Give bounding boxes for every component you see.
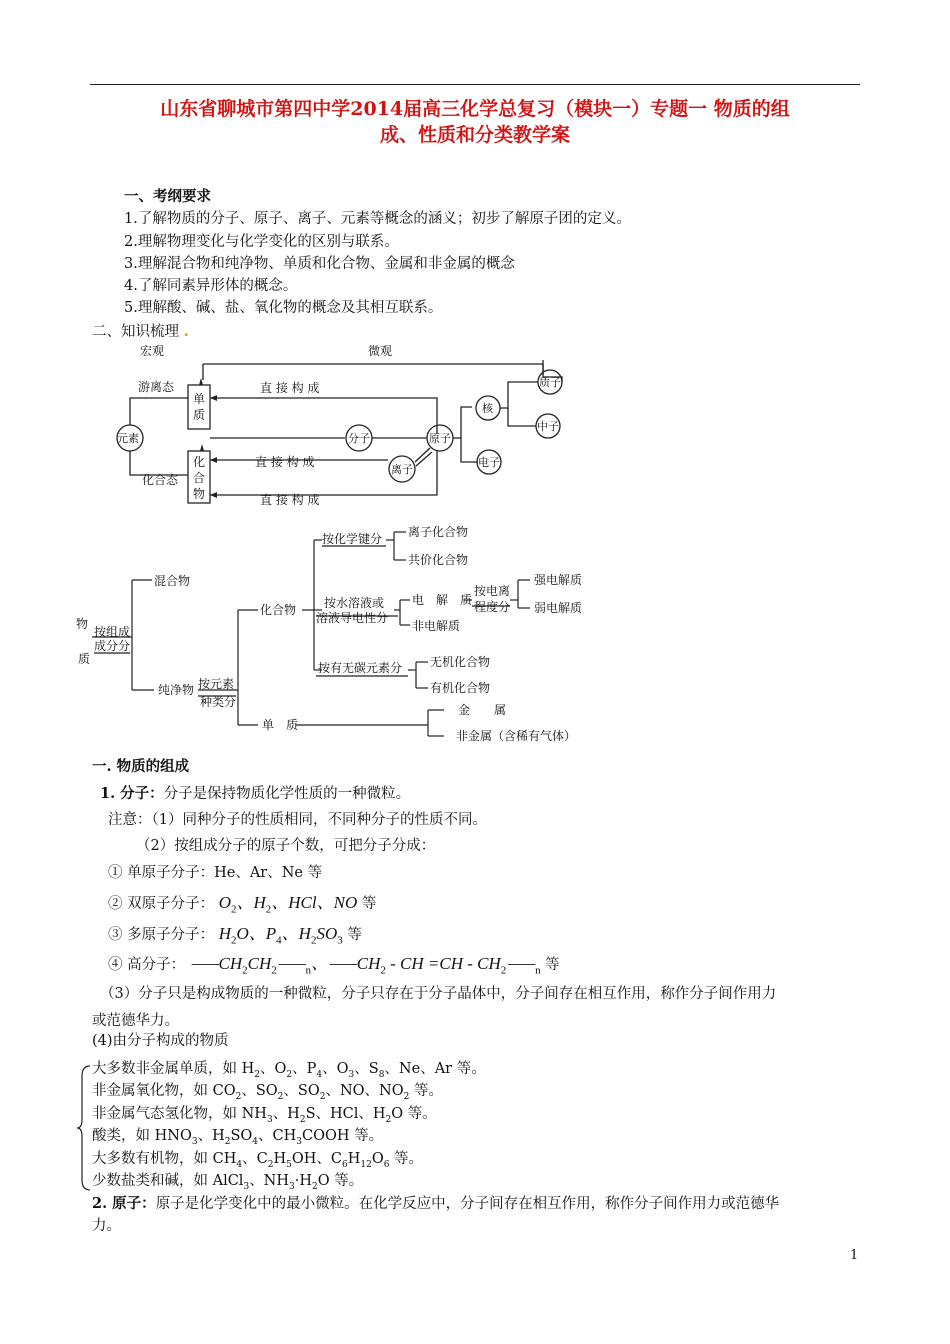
node-mixture: 混合物 bbox=[154, 574, 191, 588]
node-compound-3: 物 bbox=[193, 487, 206, 501]
label-by-composition-2: 成分分 bbox=[94, 639, 131, 653]
node-proton: 质子 bbox=[539, 376, 561, 389]
node-organic: 有机化合物 bbox=[430, 681, 491, 695]
label-by-carbon: 按有无碳元素分 bbox=[318, 661, 403, 675]
note-4: (4)由分子构成的物质 bbox=[92, 1033, 229, 1049]
label-free-state: 游离态 bbox=[138, 380, 175, 394]
poly-atomic: ③ 多原子分子： $H_2O$、$P_4$、$H_2SO_3$ 等 bbox=[108, 924, 362, 947]
particle-diagram bbox=[100, 340, 580, 515]
molecule-def-text: 分子是保持物质化学性质的一种微粒。 bbox=[163, 786, 411, 802]
node-simple-1: 单 bbox=[193, 392, 206, 406]
part1-heading: 一. 物质的组成 bbox=[92, 758, 190, 775]
node-compound-2: 合 bbox=[193, 471, 206, 485]
node-neutron: 中子 bbox=[537, 420, 559, 433]
di-atomic: ② 双原子分子： $O_2$、$H_2$、HCl、NO 等 bbox=[108, 893, 377, 916]
label-by-bond: 按化学键分 bbox=[322, 532, 383, 546]
poly-atomic-label: ③ 多原子分子： bbox=[108, 927, 215, 943]
list-acids: 酸类，如 $HNO_3$、$H_2SO_4$、$CH_3COOH$ 等。 bbox=[92, 1128, 384, 1147]
atom-line-2: 力。 bbox=[92, 1218, 121, 1234]
req-item-1: 1.了解物质的分子、原子、离子、元素等概念的涵义；初步了解原子团的定义。 bbox=[124, 211, 631, 227]
classification-diagram bbox=[74, 520, 614, 750]
section2-heading-text: 二、知识梳理 bbox=[92, 324, 179, 340]
top-rule bbox=[90, 84, 860, 85]
polymer: ④ 高分子： $⸺CH_2CH_2⸺_n$、$⸺CH_2$ - CH $=CH - CH_2⸺_n$ 等 bbox=[108, 954, 560, 977]
node-nucleus: 核 bbox=[482, 402, 493, 415]
molecule-definition bbox=[100, 784, 410, 804]
node-weak: 弱电解质 bbox=[534, 601, 583, 615]
poly-atomic-etc: 等 bbox=[347, 927, 362, 943]
label-by-composition-1: 按组成 bbox=[94, 625, 131, 639]
node-nonmetal: 非金属（含稀有气体） bbox=[456, 729, 577, 743]
atom-definition bbox=[92, 1194, 779, 1214]
req-item-4: 4.了解同素异形体的概念。 bbox=[124, 278, 298, 294]
node-metal: 金 属 bbox=[458, 703, 507, 717]
node-ionic: 离子化合物 bbox=[408, 525, 469, 539]
node-molecule: 分子 bbox=[348, 432, 370, 445]
title-line-1: 山东省聊城市第四中学2014届高三化学总复习（模块一）专题一 物质的组 bbox=[160, 98, 790, 120]
label-direct-1: 直 接 构 成 bbox=[260, 381, 320, 395]
yellow-dot: . bbox=[183, 323, 189, 340]
list-nonmetal-elements: 大多数非金属单质，如 $H_2$、$O_2$、$P_4$、$O_3$、$S_8$、Ne、Ar 等。 bbox=[92, 1061, 486, 1080]
node-simple: 单 质 bbox=[262, 718, 299, 732]
label-macro: 宏观 bbox=[140, 344, 165, 358]
list-organics: 大多数有机物，如 $CH_4$、$C_2H_5OH$、$C_6H_{12}O_6$ 等。 bbox=[92, 1151, 424, 1170]
node-matter-2: 质 bbox=[78, 652, 91, 666]
note-3-line-1: （3）分子只是构成物质的一种微粒，分子只存在于分子晶体中，分子间存在相互作用，称作分子间作用力 bbox=[100, 986, 777, 1002]
section2-heading bbox=[92, 322, 189, 342]
node-atom: 原子 bbox=[429, 432, 451, 445]
title-line-2: 成、性质和分类教学案 bbox=[379, 124, 570, 146]
node-strong: 强电解质 bbox=[534, 573, 583, 587]
node-pure: 纯净物 bbox=[158, 683, 195, 697]
brace-icon bbox=[76, 1064, 92, 1192]
node-covalent: 共价化合物 bbox=[408, 553, 469, 567]
label-by-ionization-2: 程度分 bbox=[474, 600, 511, 614]
label-combined-state: 化合态 bbox=[142, 473, 179, 487]
req-item-3: 3.理解混合物和纯净物、单质和化合物、金属和非金属的概念 bbox=[124, 256, 515, 272]
node-compound: 化合物 bbox=[260, 603, 297, 617]
note-2: （2）按组成分子的原子个数，可把分子分成： bbox=[136, 838, 436, 854]
label-direct-3: 直 接 构 成 bbox=[260, 493, 320, 507]
node-element: 元素 bbox=[117, 432, 139, 445]
di-atomic-label: ② 双原子分子： bbox=[108, 896, 215, 912]
list-hydrides: 非金属气态氢化物，如 $NH_3$、$H_2S$、HCl、$H_2O$ 等。 bbox=[92, 1106, 437, 1125]
node-electron: 电子 bbox=[478, 456, 500, 469]
di-atomic-etc: 等 bbox=[361, 896, 377, 912]
section1-heading: 一、考纲要求 bbox=[124, 188, 211, 205]
node-electrolyte: 电 解 质 bbox=[412, 593, 473, 607]
list-nonmetal-oxides: 非金属氧化物，如 $CO_2$、$SO_2$、$SO_2$、NO、$NO_2$ 等。 bbox=[92, 1083, 443, 1102]
node-matter-1: 物 bbox=[76, 617, 89, 631]
node-inorganic: 无机化合物 bbox=[430, 655, 491, 669]
polymer-label: ④ 高分子： bbox=[108, 957, 186, 973]
node-nonelectrolyte: 非电解质 bbox=[412, 619, 461, 633]
node-compound-1: 化 bbox=[193, 455, 206, 469]
label-by-element-2: 种类分 bbox=[200, 695, 237, 709]
polymer-etc: 等 bbox=[545, 957, 560, 973]
label-by-element-1: 按元素 bbox=[198, 677, 235, 691]
label-by-ionization-1: 按电离 bbox=[474, 584, 511, 598]
molecule-label: 1. 分子： bbox=[100, 785, 164, 802]
note-3-line-2: 或范德华力。 bbox=[92, 1013, 179, 1029]
document-title bbox=[100, 96, 850, 148]
list-salts-bases: 少数盐类和碱，如 AlCl$_3$、$NH_3\cdot H_2O$ 等。 bbox=[92, 1173, 364, 1192]
label-by-conduct-1: 按水溶液或 bbox=[324, 596, 385, 610]
label-micro: 微观 bbox=[368, 344, 393, 358]
node-simple-2: 质 bbox=[193, 408, 206, 422]
label-direct-2: 直 接 构 成 bbox=[255, 455, 315, 469]
atom-label: 2. 原子： bbox=[92, 1195, 156, 1212]
label-by-conduct-2: 溶液导电性分 bbox=[316, 611, 389, 625]
req-item-2: 2.理解物理变化与化学变化的区别与联系。 bbox=[124, 234, 399, 250]
note-1: 注意：（1）同种分子的性质相同，不同种分子的性质不同。 bbox=[108, 812, 487, 828]
node-ion: 离子 bbox=[391, 463, 413, 476]
mono-atomic: ① 单原子分子：He、Ar、Ne 等 bbox=[108, 865, 323, 881]
page-number: 1 bbox=[850, 1248, 859, 1263]
atom-line-1: 原子是化学变化中的最小微粒。在化学反应中，分子间存在相互作用，称作分子间作用力或范德华 bbox=[155, 1196, 780, 1212]
req-item-5: 5.理解酸、碱、盐、氧化物的概念及其相互联系。 bbox=[124, 300, 443, 316]
